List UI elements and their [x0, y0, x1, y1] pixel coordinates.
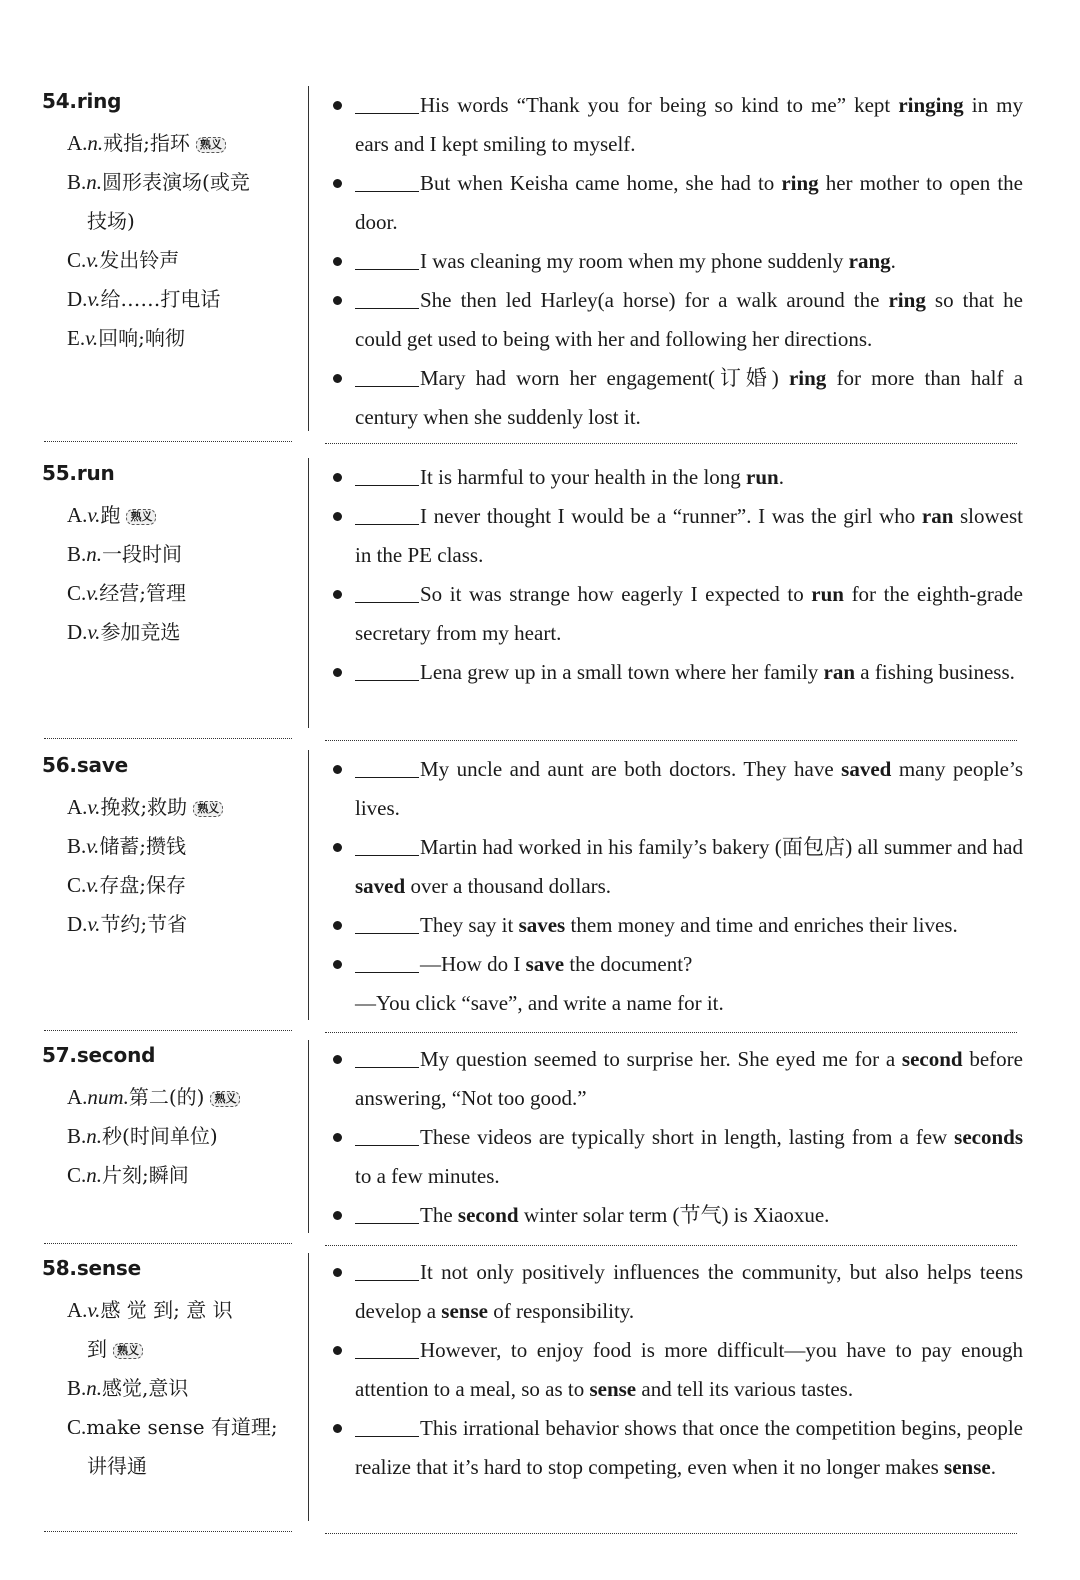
meaning-item [42, 788, 294, 827]
meaning-label: C. [67, 1415, 87, 1439]
headword: 56.save [42, 753, 129, 777]
familiar-meaning-badge: 熟义 [126, 509, 156, 525]
meaning-item [42, 535, 294, 574]
meaning-text: 发出铃声 [99, 248, 180, 272]
sentence-text: before answering, “Not too good.” [355, 1047, 1023, 1110]
meaning-text: 给……打电话 [100, 287, 221, 311]
separator-left [44, 1243, 292, 1244]
target-word: run [746, 465, 779, 489]
target-word: save [525, 952, 565, 976]
answer-blank[interactable] [355, 169, 419, 192]
meaning-item [42, 124, 294, 163]
target-word: ran [921, 504, 954, 528]
separator-right [325, 740, 1017, 741]
example-sentence [333, 242, 1023, 281]
sentence-text: . [990, 1455, 996, 1479]
example-sentence [333, 828, 1023, 906]
part-of-speech: num. [87, 1085, 129, 1109]
meaning-label: D. [67, 620, 88, 644]
separator-right [325, 1533, 1017, 1534]
part-of-speech: n. [86, 1124, 103, 1148]
answer-blank[interactable] [355, 1336, 419, 1359]
bullet-icon [333, 960, 342, 969]
example-sentence [333, 653, 1023, 692]
example-sentence [333, 575, 1023, 653]
sentence-text: many people’s lives. [355, 757, 1023, 820]
sentence-text: . [778, 465, 784, 489]
target-word: saves [518, 913, 566, 937]
sentence-text: them money and time and enriches their lives. [565, 913, 958, 937]
target-word: sense [441, 1299, 488, 1323]
meaning-item [42, 1117, 294, 1156]
meaning-label: B. [67, 1376, 87, 1400]
meaning-label: C. [67, 873, 87, 897]
column-divider [308, 1253, 309, 1521]
target-word: second [457, 1203, 519, 1227]
part-of-speech: v. [87, 795, 101, 819]
bullet-icon [333, 257, 342, 266]
answer-blank[interactable] [355, 1414, 419, 1437]
sentence-text: Mary had worn her engagement(订婚) [420, 366, 789, 390]
part-of-speech: n. [86, 542, 103, 566]
meaning-item [42, 1156, 294, 1195]
answer-blank[interactable] [355, 1045, 419, 1068]
sentence-text: My uncle and aunt are both doctors. They have [420, 757, 842, 781]
example-sentence [333, 458, 1023, 497]
example-sentence [333, 1409, 1023, 1487]
sentence-text: I was cleaning my room when my phone suddenly [420, 249, 849, 273]
answer-blank[interactable] [355, 755, 419, 778]
familiar-meaning-badge: 熟义 [196, 137, 226, 153]
answer-blank[interactable] [355, 833, 419, 856]
example-sentence [333, 906, 1023, 945]
meaning-item [42, 280, 294, 319]
bullet-icon [333, 1424, 342, 1433]
part-of-speech: n. [86, 1163, 103, 1187]
meaning-item [42, 496, 294, 535]
meaning-label: A. [67, 1298, 88, 1322]
meaning-item [42, 1291, 294, 1369]
bullet-icon [333, 374, 342, 383]
example-sentence [333, 1331, 1023, 1409]
meaning-label: C. [67, 581, 87, 605]
column-divider [308, 86, 309, 431]
bullet-icon [333, 590, 342, 599]
part-of-speech: v. [87, 503, 101, 527]
separator-right [325, 1032, 1017, 1033]
example-sentence [333, 497, 1023, 575]
sentences-column [333, 86, 1023, 437]
meaning-text: make sense 有道理; [86, 1415, 278, 1439]
familiar-meaning-badge: 熟义 [210, 1091, 240, 1107]
part-of-speech: n. [86, 170, 103, 194]
sentence-text: So it was strange how eagerly I expected to [420, 582, 812, 606]
column-divider [308, 750, 309, 1020]
meaning-label: B. [67, 1124, 87, 1148]
sentences-column [333, 1040, 1023, 1235]
sentence-text: for more than half a century when she suddenly lost it. [355, 366, 1024, 429]
sentence-text: of responsibility. [487, 1299, 635, 1323]
headword: 57.second [42, 1043, 156, 1067]
sentence-text: The [420, 1203, 458, 1227]
familiar-meaning-badge: 熟义 [113, 1343, 143, 1359]
meaning-text: 存盘;保存 [99, 873, 187, 897]
headword: 54.ring [42, 89, 122, 113]
meaning-label: C. [67, 248, 87, 272]
sentence-text: She then led Harley(a horse) for a walk around the [420, 288, 889, 312]
headword: 55.run [42, 461, 115, 485]
sentence-text: Lena grew up in a small town where her family [420, 660, 824, 684]
sentence-text: My question seemed to surprise her. She eyed me for a [420, 1047, 902, 1071]
headword: 58.sense [42, 1256, 142, 1280]
target-word: seconds [954, 1125, 1023, 1149]
example-sentence [333, 750, 1023, 828]
meanings-column [42, 1253, 294, 1486]
sentence-text: These videos are typically short in length, lasting from a few [420, 1125, 955, 1149]
meaning-text: 经营;管理 [99, 581, 187, 605]
sentence-text: so that he could get used to being with her and following her directions. [355, 288, 1024, 351]
meanings-column [42, 750, 294, 944]
answer-blank[interactable] [355, 502, 419, 525]
meanings-column [42, 86, 294, 358]
answer-blank[interactable] [355, 950, 419, 973]
example-sentence [333, 281, 1023, 359]
separator-left [44, 1531, 292, 1532]
target-word: run [811, 582, 844, 606]
meaning-text: 感觉,意识 [102, 1376, 189, 1400]
sentence-text: They say it [420, 913, 519, 937]
bullet-icon [333, 843, 342, 852]
meanings-column [42, 458, 294, 652]
meaning-item [42, 163, 294, 241]
familiar-meaning-badge: 熟义 [193, 801, 223, 817]
meaning-text: 感 觉 到; 意 识 [100, 1298, 233, 1322]
sentence-text: I never thought I would be a “runner”. I was the girl who [420, 504, 922, 528]
sentences-column [333, 750, 1023, 1023]
bullet-icon [333, 512, 342, 521]
meaning-label: A. [67, 795, 88, 819]
part-of-speech: n. [87, 131, 104, 155]
sentence-text: slowest in the PE class. [355, 504, 1024, 567]
part-of-speech: v. [86, 581, 100, 605]
separator-left [44, 1030, 292, 1031]
target-word: ringing [898, 93, 964, 117]
bullet-icon [333, 296, 342, 305]
bullet-icon [333, 1055, 342, 1064]
part-of-speech: v. [87, 912, 101, 936]
bullet-icon [333, 765, 342, 774]
part-of-speech: v. [86, 873, 100, 897]
meaning-item [42, 1078, 294, 1117]
meaning-text: 第二(的) [128, 1085, 205, 1109]
separator-right [325, 443, 1017, 444]
answer-blank[interactable] [355, 658, 419, 681]
meaning-label: A. [67, 1085, 88, 1109]
meaning-text: 挽救;救助 [100, 795, 188, 819]
part-of-speech: v. [85, 326, 99, 350]
answer-blank[interactable] [355, 286, 419, 309]
answer-blank[interactable] [355, 364, 419, 387]
target-word: second [901, 1047, 963, 1071]
meaning-text: 节约;节省 [100, 912, 188, 936]
bullet-icon [333, 1211, 342, 1220]
sentence-text: a fishing business. [855, 660, 1015, 684]
meaning-label: A. [67, 131, 88, 155]
meaning-label: E. [67, 326, 86, 350]
sentences-column [333, 1253, 1023, 1487]
target-word: ran [823, 660, 856, 684]
sentence-text: for the eighth-grade secretary from my heart. [355, 582, 1023, 645]
bullet-icon [333, 179, 342, 188]
bullet-icon [333, 101, 342, 110]
target-word: ring [888, 288, 926, 312]
bullet-icon [333, 1346, 342, 1355]
sentence-text: in my ears and I kept smiling to myself. [355, 93, 1023, 156]
target-word: ring [788, 366, 827, 390]
meaning-item [42, 613, 294, 652]
meaning-label: B. [67, 834, 87, 858]
meaning-text: 戒指;指环 [103, 131, 190, 155]
answer-blank[interactable] [355, 580, 419, 603]
separator-left [44, 441, 292, 442]
sentence-text: His words “Thank you for being so kind to me” kept [420, 93, 899, 117]
meaning-label: B. [67, 542, 87, 566]
target-word: ring [781, 171, 819, 195]
meaning-label: B. [67, 170, 87, 194]
meaning-label: D. [67, 287, 88, 311]
meaning-label: C. [67, 1163, 87, 1187]
sentence-text: . [890, 249, 896, 273]
target-word: rang [848, 249, 891, 273]
meaning-continuation: 技场) [87, 209, 135, 233]
meaning-label: D. [67, 912, 88, 936]
meaning-text: 参加竞选 [100, 620, 181, 644]
meaning-item [42, 866, 294, 905]
part-of-speech: v. [87, 287, 101, 311]
example-sentence [333, 945, 1023, 1023]
sentence-text: —How do I [420, 952, 526, 976]
meaning-text: 片刻;瞬间 [102, 1163, 189, 1187]
example-sentence [333, 359, 1023, 437]
part-of-speech: v. [86, 834, 100, 858]
meaning-item [42, 319, 294, 358]
target-word: sense [589, 1377, 637, 1401]
bullet-icon [333, 473, 342, 482]
meaning-text: 秒(时间单位) [102, 1124, 218, 1148]
sentence-text: But when Keisha came home, she had to [420, 171, 782, 195]
answer-blank[interactable] [355, 911, 419, 934]
example-sentence [333, 1118, 1023, 1196]
answer-blank[interactable] [355, 91, 419, 114]
part-of-speech: v. [87, 1298, 101, 1322]
meaning-item [42, 1408, 294, 1486]
example-sentence [333, 1253, 1023, 1331]
sentence-text: and tell its various tastes. [636, 1377, 854, 1401]
bullet-icon [333, 1133, 342, 1142]
meaning-item [42, 905, 294, 944]
separator-right [325, 1245, 1017, 1246]
meanings-column [42, 1040, 294, 1195]
sentence-text: to a few minutes. [355, 1164, 500, 1188]
example-sentence [333, 164, 1023, 242]
sentence-text: the document? [564, 952, 693, 976]
answer-blank[interactable] [355, 1123, 419, 1146]
meaning-text: 圆形表演场(或竞 [102, 170, 250, 194]
answer-blank[interactable] [355, 463, 419, 486]
column-divider [308, 1040, 309, 1233]
sentence-text: It is harmful to your health in the long [420, 465, 747, 489]
sentence-text: —You click “save”, and write a name for it. [355, 991, 724, 1015]
sentence-text: winter solar term (节气) is Xiaoxue. [518, 1203, 830, 1227]
column-divider [308, 458, 309, 728]
sentence-text: Martin had worked in his family’s bakery (面包店) all summer and had [420, 835, 1023, 859]
sentence-text: It not only positively influences the community, but also helps teens develop a [355, 1260, 1023, 1323]
part-of-speech: n. [86, 1376, 103, 1400]
meaning-text: 一段时间 [102, 542, 183, 566]
target-word: saved [841, 757, 892, 781]
target-word: saved [355, 874, 406, 898]
answer-blank[interactable] [355, 1258, 419, 1281]
answer-blank[interactable] [355, 1201, 419, 1224]
separator-left [44, 738, 292, 739]
sentences-column [333, 458, 1023, 692]
example-sentence [333, 1196, 1023, 1235]
meaning-item [42, 827, 294, 866]
meaning-item [42, 1369, 294, 1408]
answer-blank[interactable] [355, 247, 419, 270]
meaning-continuation: 讲得通 [87, 1454, 147, 1478]
sentence-text: However, to enjoy food is more difficult—you have to pay enough attention to a meal, so as to [355, 1338, 1023, 1401]
sentence-text: This irrational behavior shows that once the competition begins, people realize that it’s hard to stop competing, even when it no longer makes [355, 1416, 1023, 1479]
example-sentence [333, 86, 1023, 164]
meaning-text: 回响;响彻 [98, 326, 185, 350]
part-of-speech: v. [86, 248, 100, 272]
meaning-item [42, 574, 294, 613]
meaning-text: 储蓄;攒钱 [99, 834, 187, 858]
sentence-text: her mother to open the door. [355, 171, 1024, 234]
bullet-icon [333, 921, 342, 930]
example-sentence [333, 1040, 1023, 1118]
bullet-icon [333, 668, 342, 677]
target-word: sense [944, 1455, 991, 1479]
part-of-speech: v. [87, 620, 101, 644]
bullet-icon [333, 1268, 342, 1277]
meaning-item [42, 241, 294, 280]
sentence-text: over a thousand dollars. [405, 874, 612, 898]
meaning-label: A. [67, 503, 88, 527]
meaning-continuation: 到 熟义 [67, 1330, 294, 1369]
meaning-text: 跑 [100, 503, 121, 527]
